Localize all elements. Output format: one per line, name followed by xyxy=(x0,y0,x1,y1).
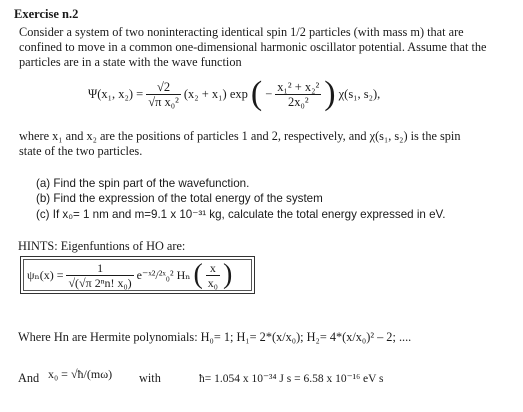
left-paren: ( xyxy=(250,75,263,112)
wavefunction-factor: (x₂ + x₁) exp xyxy=(183,86,248,101)
spin-function: χ(s₁, s₂), xyxy=(338,86,381,101)
eigen-arg-num: x xyxy=(206,261,220,276)
wavefunction-lhs: Ψ(x₁, x₂) = xyxy=(88,86,144,101)
eigenfunction-equation xyxy=(27,258,232,292)
eigen-lhs: ψₙ(x) = xyxy=(27,267,64,282)
intro-line-3: particles are in a state with the wave function xyxy=(19,55,242,69)
intro-line-1: Consider a system of two noninteracting identical spin 1/2 particles (with mass m) that are xyxy=(19,25,464,39)
right-paren: ) xyxy=(324,75,336,112)
with-label: with xyxy=(139,371,161,385)
and-label: And xyxy=(18,371,40,385)
where-line-2: state of the two particles. xyxy=(19,144,143,158)
hermite-line: Where Hn are Hermite polynomials: H₀= 1; H₁= 2*(x/x₀); H₂= 4*(x/x₀)² – 2; .... xyxy=(18,330,412,344)
wavefunction-equation xyxy=(88,76,380,112)
question-c: (c) If x₀= 1 nm and m=9.1 x 10⁻³¹ kg, calculate the total energy expressed in eV. xyxy=(36,208,446,221)
exercise-title: Exercise n.2 xyxy=(14,7,79,21)
coef-numerator: √2 xyxy=(146,80,181,95)
exp-numerator: x₁² + x₂² xyxy=(277,79,320,94)
intro-line-2: confined to move in a common one-dimensional harmonic oscillator potential. Assume that the xyxy=(19,40,487,54)
question-a: (a) Find the spin part of the wavefunction. xyxy=(36,177,250,190)
eigen-numerator: 1 xyxy=(66,261,133,276)
hbar-value: ħ= 1.054 x 10⁻³⁴ J s = 6.58 x 10⁻¹⁶ eV s xyxy=(199,373,384,385)
eigen-argument xyxy=(206,261,220,290)
exp-denominator: 2x₀² xyxy=(287,94,309,109)
coef-denominator: √π x₀² xyxy=(148,94,179,109)
question-b: (b) Find the expression of the total energy of the system xyxy=(36,192,323,205)
exponent-fraction xyxy=(275,80,321,109)
where-line-1: where x₁ and x₂ are the positions of particles 1 and 2, respectively, and χ(s₁, s₂) is the spin xyxy=(19,129,461,143)
eigen-hermite: Hₙ xyxy=(176,267,191,282)
eigen-exponential: e⁻ˣ²/²ˣ₀² xyxy=(136,267,174,282)
eigen-normalization xyxy=(66,261,133,290)
wavefunction-coefficient xyxy=(146,80,181,109)
x0-definition: x₀ = √ħ/(mω) xyxy=(48,367,113,381)
minus-sign: − xyxy=(265,86,273,101)
eigen-denominator: √(√π 2ⁿn! x₀) xyxy=(68,275,132,290)
eigenfunction-box xyxy=(20,256,255,294)
eigen-arg-den: x₀ xyxy=(207,275,218,290)
eigen-left-paren: ( xyxy=(193,259,203,290)
eigen-right-paren: ) xyxy=(222,259,233,290)
hints-heading: HINTS: Eigenfuntions of HO are: xyxy=(18,239,186,253)
